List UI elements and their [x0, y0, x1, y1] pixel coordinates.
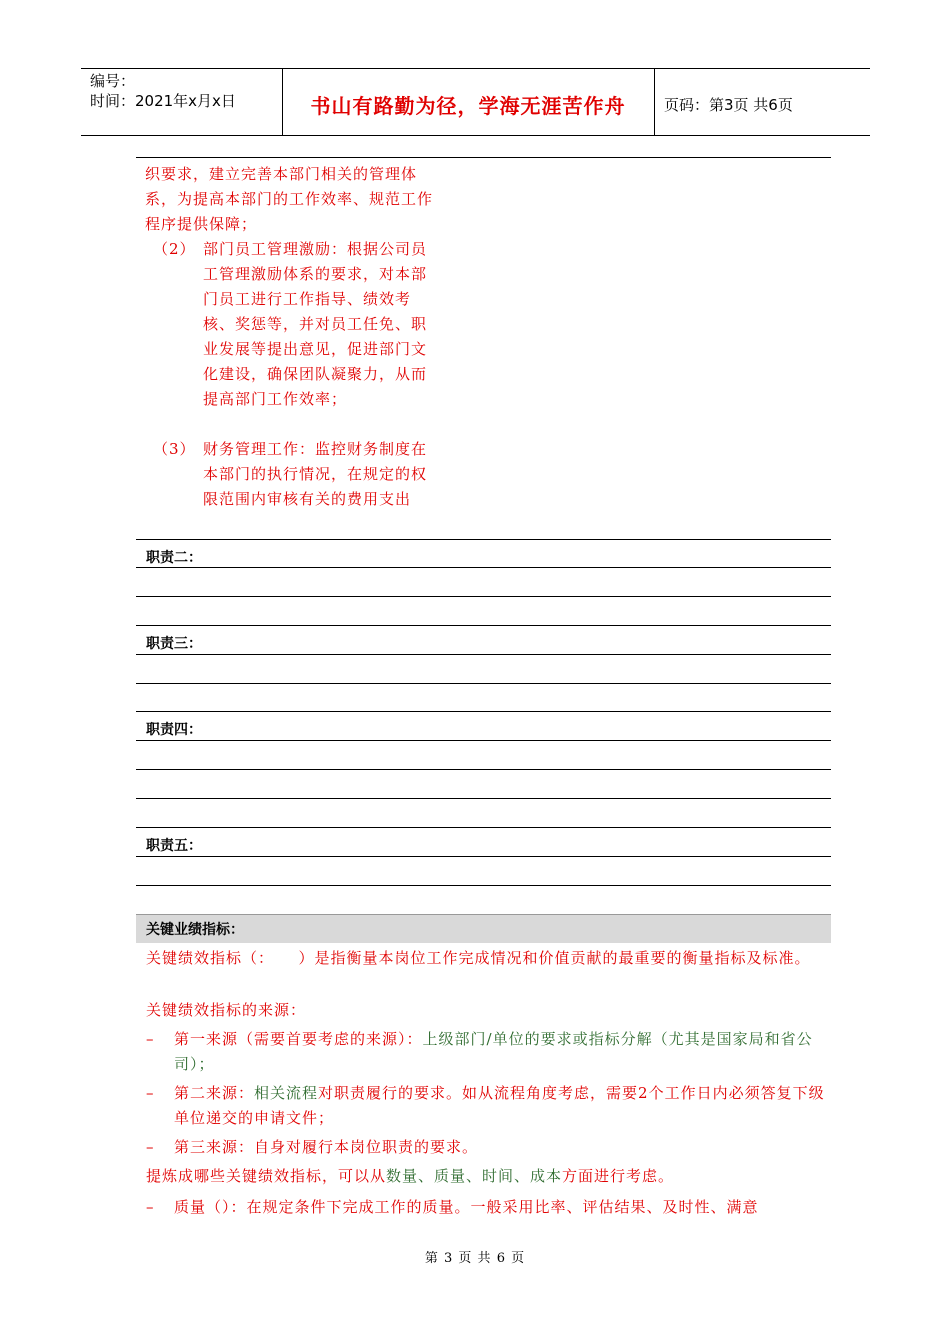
- header-divider-right: [654, 68, 655, 136]
- source-2-label: 第二来源：: [174, 1084, 255, 1102]
- duty-one-continuation: 织要求，建立完善本部门相关的管理体系，为提高本部门的工作效率、规范工作程序提供保障；: [145, 165, 434, 233]
- table-rule: [136, 683, 831, 684]
- bullet-dash: –: [146, 1084, 155, 1102]
- duty-five-label: 职责五：: [146, 838, 202, 854]
- table-rule: [136, 625, 831, 626]
- kpi-definition: 关键绩效指标（： ）是指衡量本岗位工作完成情况和价值贡献的最重要的衡量指标及标准。: [146, 949, 811, 967]
- kpi-sources-label: 关键绩效指标的来源：: [146, 1001, 307, 1019]
- table-rule: [136, 711, 831, 712]
- bullet-dash: –: [146, 1030, 155, 1048]
- duty-item-number: （3）: [153, 440, 196, 458]
- table-rule: [136, 567, 831, 568]
- header-bottom-rule: [81, 135, 870, 136]
- extract-dimensions: 数量、质量、时间、成本: [386, 1167, 563, 1185]
- number-label: 编号：: [90, 72, 136, 90]
- table-rule: [136, 157, 831, 158]
- kpi-extract: [146, 1164, 831, 1189]
- kpi-title: 关键业绩指标：: [146, 922, 244, 938]
- table-rule: [136, 654, 831, 655]
- source-3-text: 第三来源：自身对履行本岗位职责的要求。: [174, 1138, 479, 1156]
- duty-three-label: 职责三：: [146, 636, 202, 652]
- extract-tail: 方面进行考虑。: [562, 1167, 675, 1185]
- extract-lead: 提炼成哪些关键绩效指标，可以从: [146, 1167, 387, 1185]
- table-rule: [136, 539, 831, 540]
- duty-item-text: 财务管理工作：监控财务制度在本部门的执行情况，在规定的权限范围内审核有关的费用支出: [203, 440, 428, 508]
- source-1-label: 第一来源（需要首要考虑的来源）：: [174, 1030, 423, 1048]
- table-rule: [136, 740, 831, 741]
- bullet-dash: –: [146, 1198, 155, 1216]
- duty-two-label: 职责二：: [146, 550, 202, 566]
- source-2-process: 相关流程: [254, 1084, 319, 1102]
- table-rule: [136, 769, 831, 770]
- header-motto: 书山有路勤为径，学海无涯苦作舟: [310, 94, 626, 118]
- header-top-rule: [81, 68, 870, 69]
- bullet-dash: –: [146, 1138, 155, 1156]
- duty-item-2: [145, 237, 435, 437]
- table-rule: [136, 885, 831, 886]
- table-rule: [136, 596, 831, 597]
- quality-text: 质量（）：在规定条件下完成工作的质量。一般采用比率、评估结果、及时性、满意: [174, 1198, 759, 1216]
- source-1-detail: 上级部门/单位的要求或指标分解（尤其是国家局和省公司）；: [174, 1030, 813, 1073]
- duty-item-number: （2）: [153, 240, 196, 258]
- header-meta: [90, 71, 236, 111]
- source-2-detail: 对职责履行的要求。如从流程角度考虑，需要2个工作日内必须答复下级单位递交的申请文件；: [174, 1084, 825, 1127]
- duty-item-text: 部门员工管理激励：根据公司员工管理激励体系的要求，对本部门员工进行工作指导、绩效考核、奖惩等，并对员工任免、职业发展等提出意见，促进部门文化建设，确保团队凝聚力，从而提高部门工作效率；: [203, 240, 428, 408]
- table-rule: [136, 798, 831, 799]
- duty-four-label: 职责四：: [146, 722, 202, 738]
- time-label: 时间：2021年x月x日: [90, 92, 236, 110]
- header-page-info: 页码：第3页 共6页: [664, 96, 793, 114]
- page-footer: 第 3 页 共 6 页: [424, 1251, 526, 1266]
- table-rule: [136, 827, 831, 828]
- duty-item-3: [145, 437, 435, 537]
- table-rule: [136, 856, 831, 857]
